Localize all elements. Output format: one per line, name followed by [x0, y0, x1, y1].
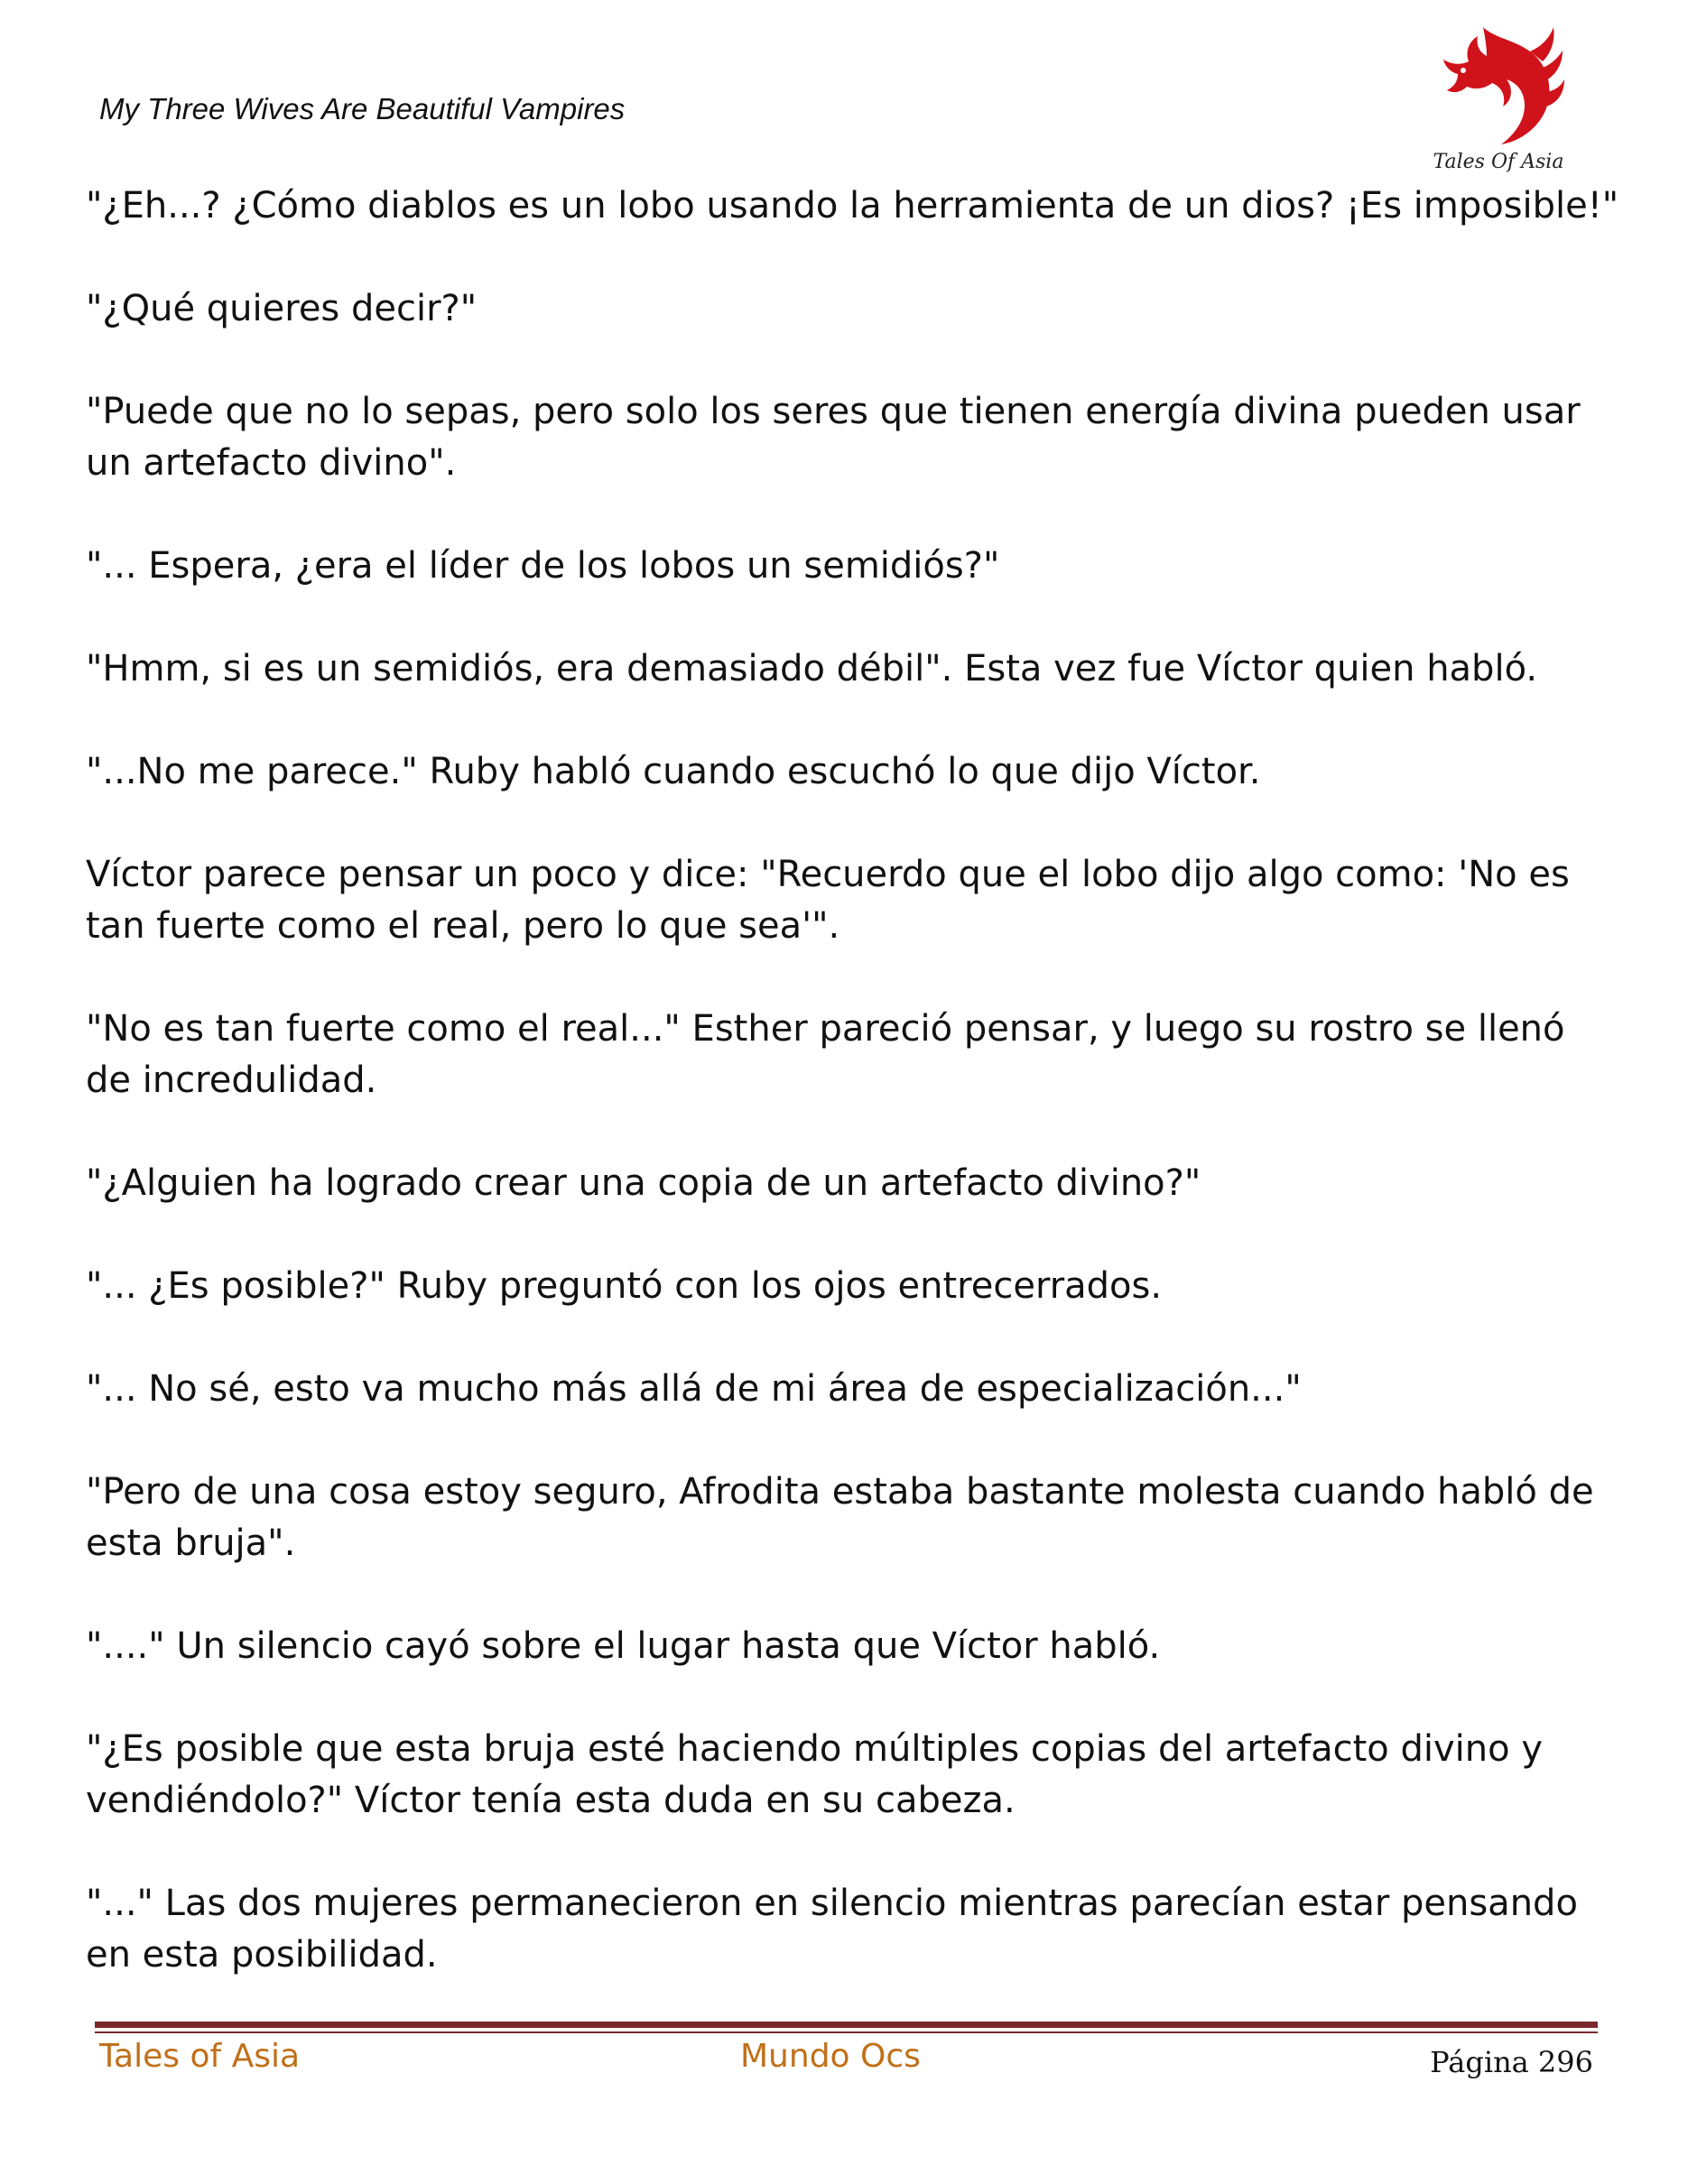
- paragraph: "... No sé, esto va mucho más allá de mi área de especialización...": [86, 1368, 1302, 1410]
- paragraph: "¿Alguien ha logrado crear una copia de un artefacto divino?": [86, 1162, 1201, 1204]
- paragraph: Víctor parece pensar un poco y dice: "Recuerdo que el lobo dijo algo como: 'No es tan fuerte como el real, pero lo que sea'".: [86, 854, 1570, 947]
- paragraph: "..." Las dos mujeres permanecieron en silencio mientras parecían estar pensando en esta posibilidad.: [86, 1883, 1578, 1976]
- paragraph: "Puede que no lo sepas, pero solo los seres que tienen energía divina pueden usar un artefacto divino".: [86, 391, 1581, 484]
- logo-text: Tales Of Asia: [1433, 151, 1564, 173]
- document-body: [86, 180, 1620, 2032]
- footer-site-name: Tales of Asia: [99, 2038, 301, 2075]
- footer-divider: [95, 2022, 1598, 2028]
- footer-divider-thin: [95, 2031, 1598, 2033]
- page-header-title: My Three Wives Are Beautiful Vampires: [99, 92, 626, 125]
- paragraph: "¿Qué quieres decir?": [86, 288, 478, 329]
- paragraph: "No es tan fuerte como el real..." Esther pareció pensar, y luego su rostro se llenó de incredulidad.: [86, 1008, 1565, 1101]
- paragraph: "... Espera, ¿era el líder de los lobos un semidiós?": [86, 545, 1000, 587]
- page-number: Página 296: [1430, 2045, 1593, 2079]
- paragraph: "... ¿Es posible?" Ruby preguntó con los ojos entrecerrados.: [86, 1265, 1163, 1307]
- paragraph: "Pero de una cosa estoy seguro, Afrodita estaba bastante molesta cuando habló de esta bruja".: [86, 1471, 1594, 1564]
- tales-of-asia-logo: [1431, 20, 1566, 182]
- paragraph: "¿Es posible que esta bruja esté haciendo múltiples copias del artefacto divino y vendiéndolo?" Víctor tenía esta duda en su cabeza.: [86, 1728, 1543, 1821]
- paragraph: "¿Eh...? ¿Cómo diablos es un lobo usando la herramienta de un dios? ¡Es imposible!": [86, 185, 1619, 227]
- footer-center-text: Mundo Ocs: [740, 2038, 921, 2075]
- paragraph: "...No me parece." Ruby habló cuando escuchó lo que dijo Víctor.: [86, 751, 1261, 792]
- dragon-icon: [1431, 20, 1566, 155]
- paragraph: "Hmm, si es un semidiós, era demasiado débil". Esta vez fue Víctor quien habló.: [86, 648, 1538, 689]
- paragraph: "...." Un silencio cayó sobre el lugar hasta que Víctor habló.: [86, 1625, 1161, 1667]
